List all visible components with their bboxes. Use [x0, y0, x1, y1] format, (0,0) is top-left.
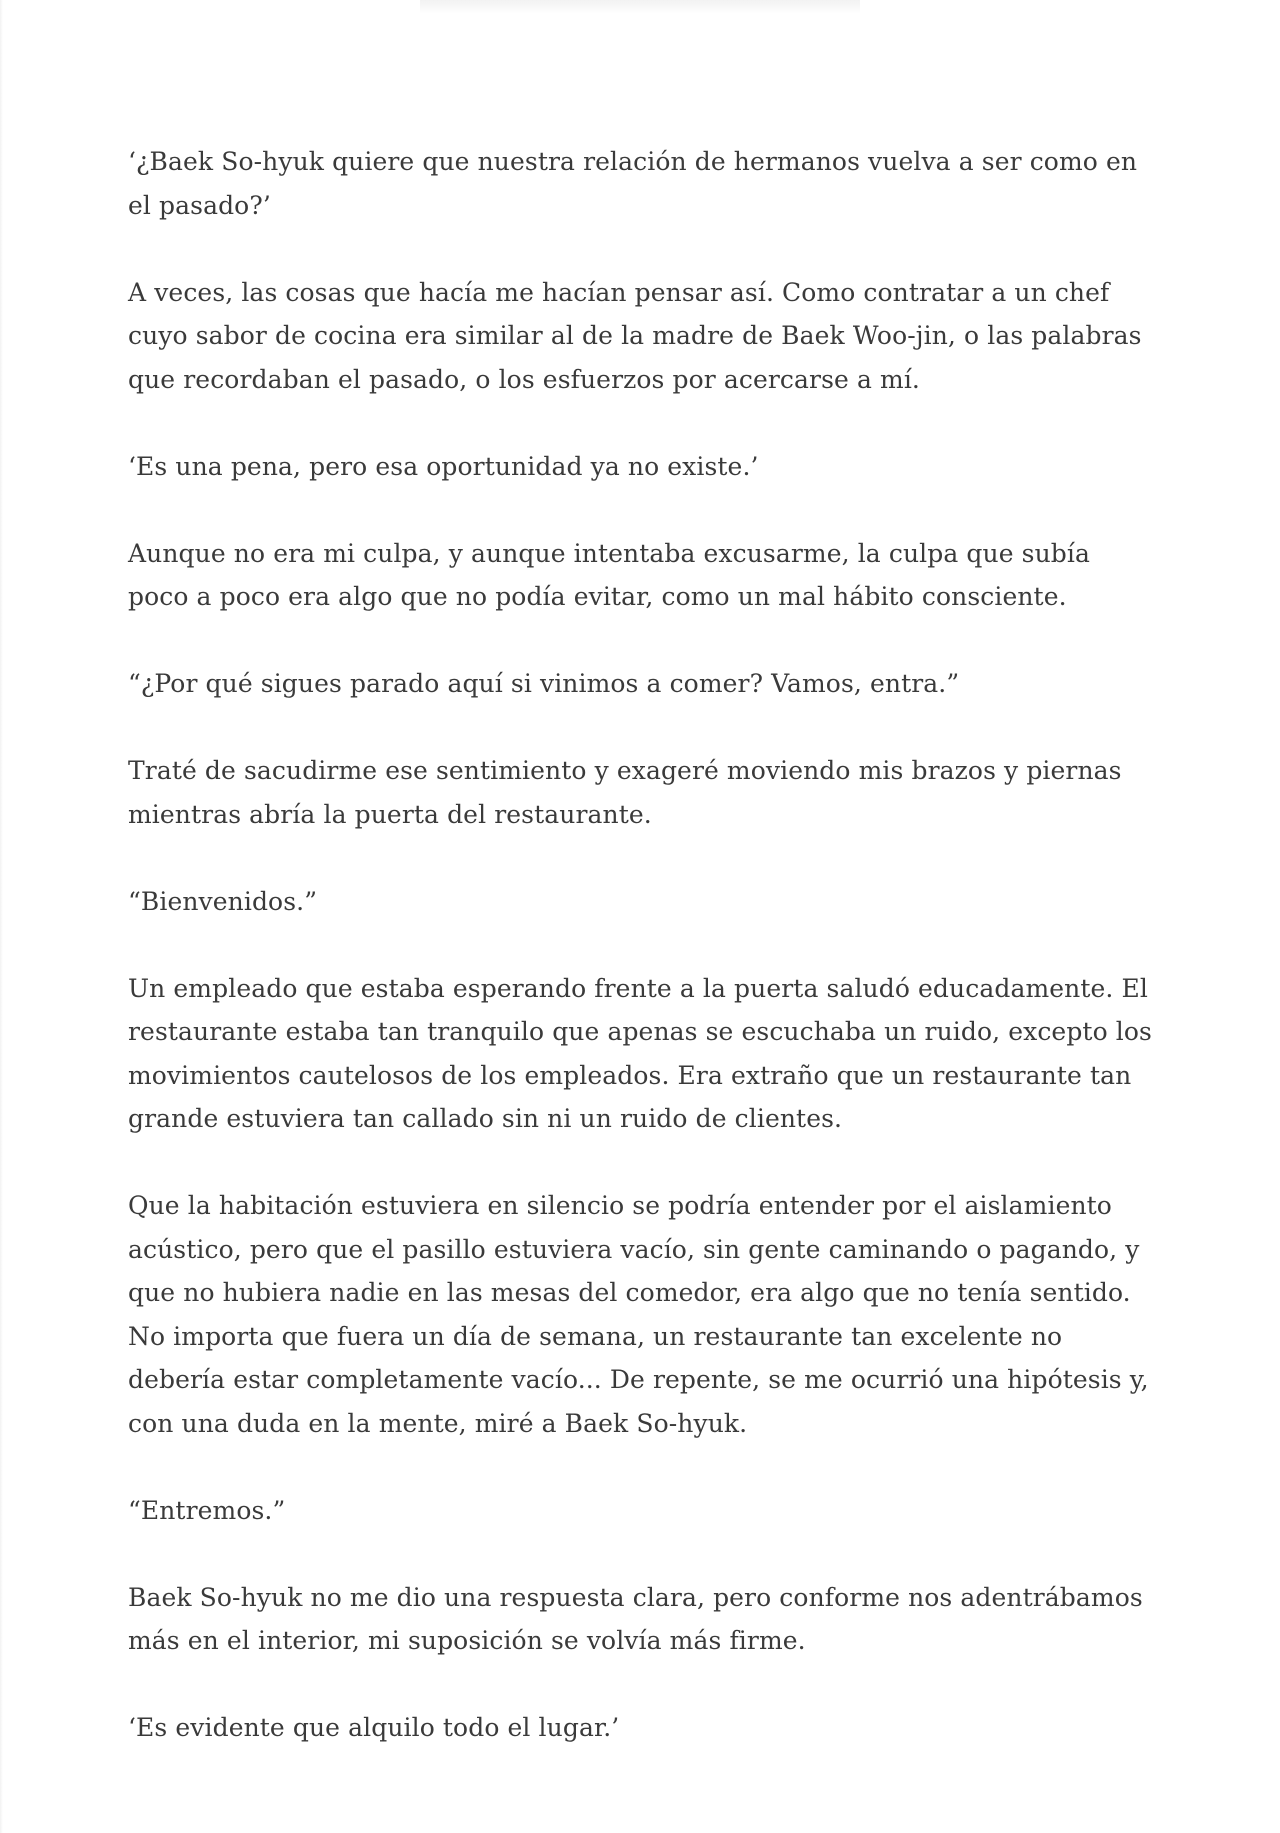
paragraph: ‘Es una pena, pero esa oportunidad ya no existe.’: [128, 451, 759, 481]
paragraph: ‘¿Baek So-hyuk quiere que nuestra relación de hermanos vuelva a ser como en el pasado?’: [128, 147, 1138, 220]
paragraph: Un empleado que estaba esperando frente a la puerta saludó educadamente. El restaurante estaba tan tranquilo que apenas se escuchaba un ruido, excepto los movimientos cautelosos de los empleados. Era extraño que un restaurante tan grande estuviera tan callado sin ni un ruido de clientes.: [128, 973, 1152, 1133]
paragraph: “Bienvenidos.”: [128, 886, 318, 916]
paragraph: Baek So-hyuk no me dio una respuesta clara, pero conforme nos adentrábamos más en el interior, mi suposición se volvía más firme.: [128, 1582, 1143, 1655]
paragraph: Que la habitación estuviera en silencio se podría entender por el aislamiento acústico, pero que el pasillo estuviera vacío, sin gente caminando o pagando, y que no hubiera nadie en las mesas del comedor, era algo que no tenía sentido. No importa que fuera un día de semana, un restaurante tan excelente no debería estar completamente vacío... De repente, se me ocurrió una hipótesis y, con una duda en la mente, miré a Baek So-hyuk.: [128, 1191, 1149, 1438]
paragraph: “¿Por qué sigues parado aquí si vinimos a comer? Vamos, entra.”: [128, 669, 960, 698]
paragraph: A veces, las cosas que hacía me hacían pensar así. Como contratar a un chef cuyo sabor de cocina era similar al de la madre de Baek Woo-jin, o las palabras que recordaban el pasado, o los esfuerzos por acercarse a mí.: [128, 277, 1142, 394]
left-edge-shadow: [0, 0, 3, 1833]
paragraph: Aunque no era mi culpa, y aunque intentaba excusarme, la culpa que subía poco a poco era algo que no podía evitar, como un mal hábito consciente.: [128, 538, 1090, 611]
paragraph: Traté de sacudirme ese sentimiento y exageré moviendo mis brazos y piernas mientras abría la puerta del restaurante.: [128, 756, 1122, 829]
top-shadow: [420, 0, 860, 14]
paragraph: “Entremos.”: [128, 1495, 286, 1525]
paragraph: ‘Es evidente que alquilo todo el lugar.’: [128, 1713, 620, 1742]
story-text: [128, 140, 1158, 1793]
